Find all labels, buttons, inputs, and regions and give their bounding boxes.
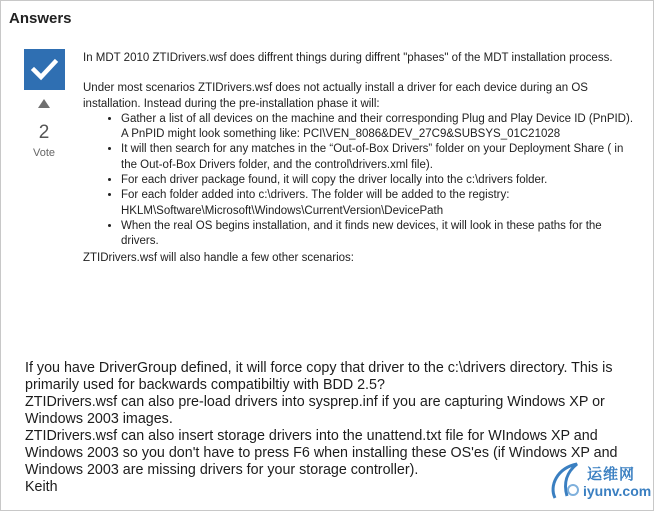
bullet-sub: A PnPID might look something like: PCI\VEN_8086&DEV_27C9&SUBSYS_01C21028 (121, 128, 561, 141)
watermark-en: iyunv.com (583, 483, 652, 499)
checkmark-icon (24, 49, 65, 90)
reply-signature: Keith (25, 479, 58, 495)
vote-up-icon[interactable] (38, 99, 50, 108)
list-item (121, 219, 633, 250)
reply-line: ZTIDrivers.wsf can also pre-load drivers into sysprep.inf if you are capturing Windows XP or Windows 2003 images. (25, 394, 605, 427)
answer-closing: ZTIDrivers.wsf will also handle a few other scenarios: (83, 251, 354, 264)
accepted-answer-badge (24, 49, 65, 90)
answers-heading: Answers (9, 10, 72, 27)
bullet-text: Gather a list of all devices on the machine and their corresponding Plug and Play Device ID (PnPID). (121, 112, 634, 125)
bullet-text: It will then search for any matches in the “Out-of-Box Drivers” folder on your Deployment Share ( in the Out-of-Box Drivers folder, and the control\drivers.xml file). (121, 143, 624, 171)
reply-line: ZTIDrivers.wsf can also insert storage drivers into the unattend.txt file for WIndows XP and Windows 2003 so you don't have to press F6 when installing these OS'es (if Windows XP and Windows 2003 are missing drivers for your storage controller). (25, 428, 618, 478)
answer-intro: In MDT 2010 ZTIDrivers.wsf does diffrent things during diffrent "phases" of the MDT installation process. (83, 52, 613, 64)
answer-scenario: Under most scenarios ZTIDrivers.wsf does not actually install a driver for each device during an OS installation. Instead during the pre-installation phase it will: (83, 82, 588, 110)
bullet-text: For each driver package found, it will copy the driver locally into the c:\drivers folder. (121, 174, 548, 187)
reply-body (25, 360, 625, 496)
vote-label: Vote (32, 147, 56, 159)
vote-count: 2 (38, 122, 50, 143)
answer-bullet-list (83, 112, 633, 250)
reply-line: If you have DriverGroup defined, it will force copy that driver to the c:\drivers directory. This is primarily used for backwards compatibiltiy with BDD 2.5? (25, 360, 613, 393)
bullet-text: When the real OS begins installation, and it finds new devices, it will look in these paths for the drivers. (121, 219, 602, 248)
bullet-sub: HKLM\Software\Microsoft\Windows\CurrentVersion\DevicePath (121, 204, 444, 217)
bullet-text: For each folder added into c:\drivers. The folder will be added to the registry: (121, 189, 510, 202)
list-item (121, 112, 633, 143)
list-item (121, 188, 633, 219)
answer-body (83, 51, 633, 266)
list-item (121, 173, 633, 188)
list-item (121, 142, 633, 173)
watermark (547, 460, 652, 504)
watermark-logo-icon (547, 460, 587, 504)
watermark-cn: 运维网 (587, 466, 636, 483)
